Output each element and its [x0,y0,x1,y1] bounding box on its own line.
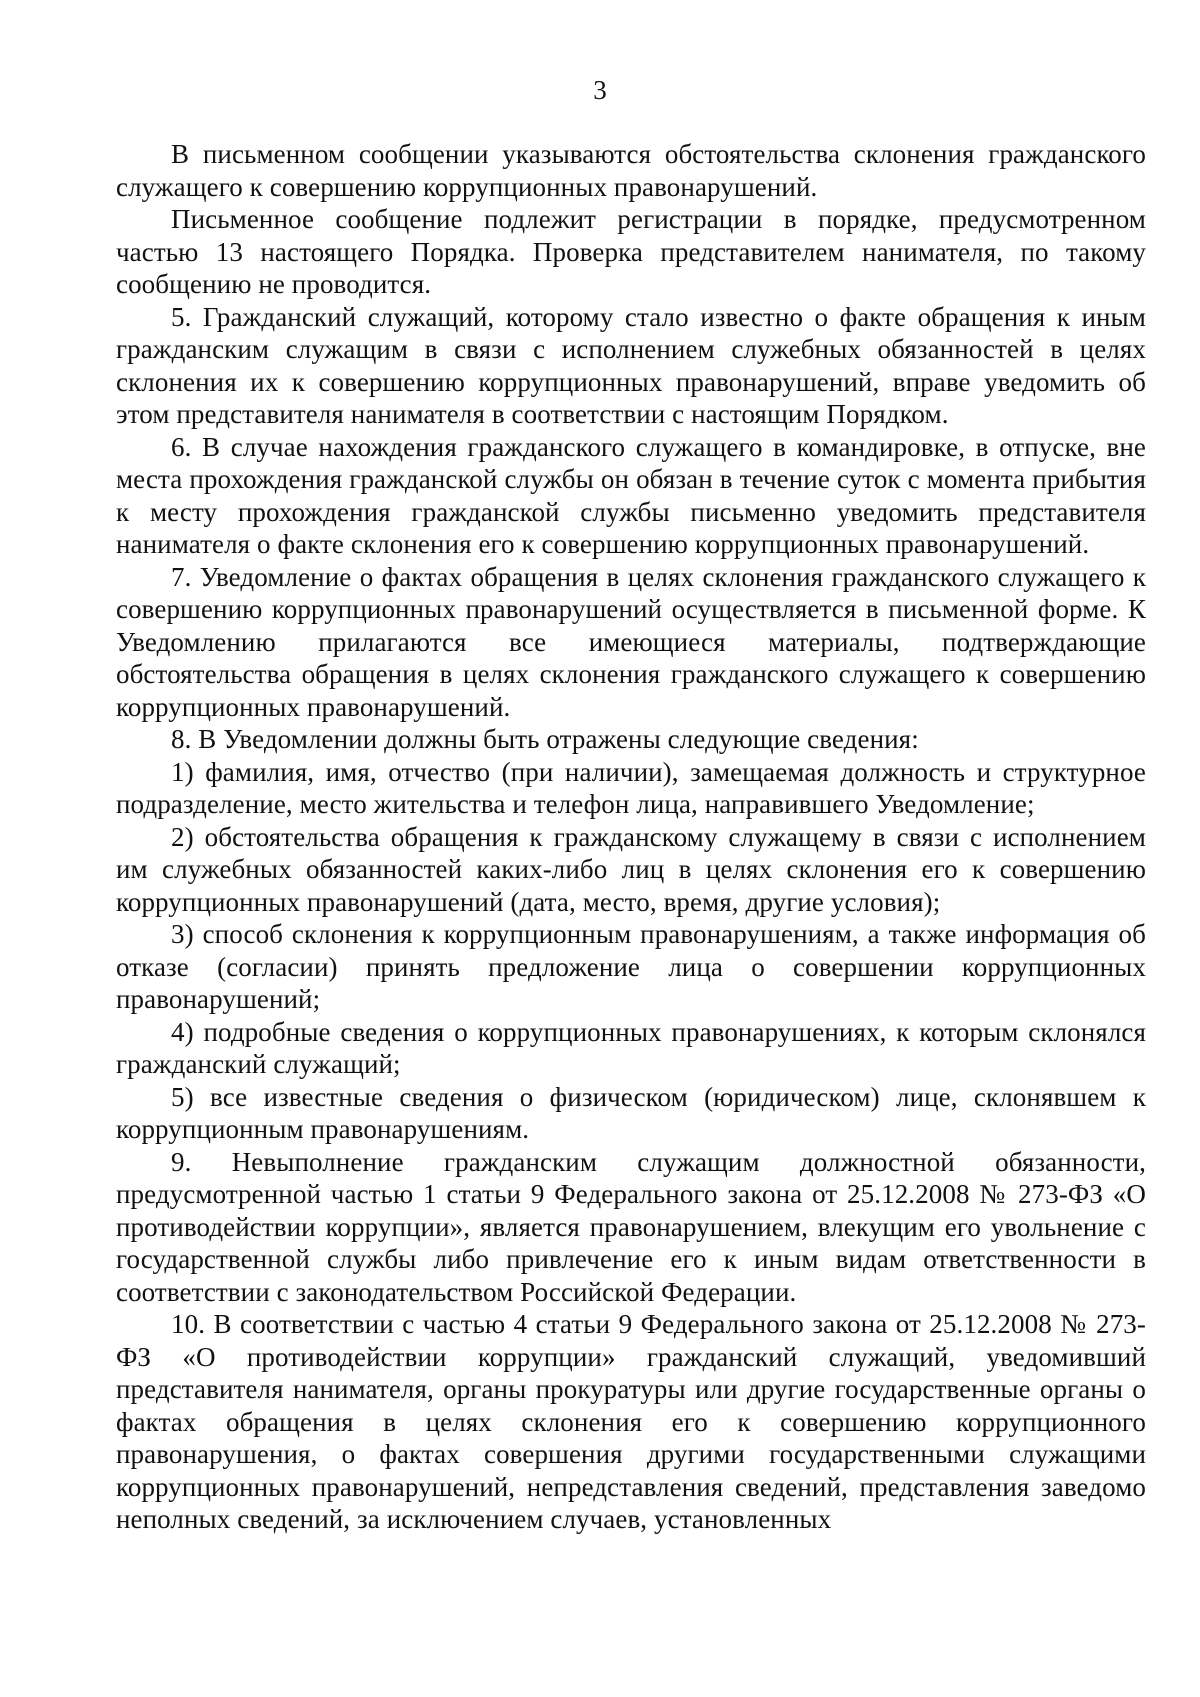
paragraph-subitem-4: 4) подробные сведения о коррупционных правонарушениях, к которым склонялся гражданский служащий; [116,1016,1146,1079]
page-number: 3 [593,75,607,105]
paragraph-item-8: 8. В Уведомлении должны быть отражены следующие сведения: [171,724,919,754]
paragraph-subitem-5: 5) все известные сведения о физическом (юридическом) лице, склонявшем к коррупционным правонарушениям. [116,1081,1146,1144]
document-body [116,138,1146,1536]
paragraph-item-9: 9. Невыполнение гражданским служащим должностной обязанности, предусмотренной частью 1 статьи 9 Федерального закона от 25.12.2008 № 273-ФЗ «О противодействии коррупции», является правонарушением, влекущим его увольнение с государственной службы либо привлечение его к иным видам ответственности в соответствии с законодательством Российской Федерации. [116,1146,1146,1307]
paragraph-item-10: 10. В соответствии с частью 4 статьи 9 Федерального закона от 25.12.2008 № 273-ФЗ «О противодействии коррупции» гражданский служащий, уведомивший представителя нанимателя, органы прокуратуры или другие государственные органы о фактах обращения в целях склонения его к совершению коррупционного правонарушения, о фактах совершения другими государственными служащими коррупционных правонарушений, непредставления сведений, представления заведомо неполных сведений, за исключением случаев, установленных [116,1309,1146,1534]
paragraph-subitem-2: 2) обстоятельства обращения к гражданскому служащему в связи с исполнением им служебных обязанностей каких-либо лиц в целях склонения его к совершению коррупционных правонарушений (дата, место, время, другие условия); [116,821,1146,917]
paragraph-written-message-circumstances: В письменном сообщении указываются обстоятельства склонения гражданского служащего к совершению коррупционных правонарушений. [116,139,1146,202]
paragraph-subitem-3: 3) способ склонения к коррупционным правонарушениям, а также информация об отказе (согласии) принять предложение лица о совершении коррупционных правонарушений; [116,919,1146,1014]
paragraph-subitem-1: 1) фамилия, имя, отчество (при наличии), замещаемая должность и структурное подразделение, место жительства и телефон лица, направившего Уведомление; [116,756,1146,819]
paragraph-item-7: 7. Уведомление о фактах обращения в целях склонения гражданского служащего к совершению коррупционных правонарушений осуществляется в письменной форме. К Уведомлению прилагаются все имеющиеся материалы, подтверждающие обстоятельства обращения в целях склонения гражданского служащего к совершению коррупционных правонарушений. [116,561,1146,722]
paragraph-written-message-registration: Письменное сообщение подлежит регистрации в порядке, предусмотренном частью 13 настоящего Порядка. Проверка представителем нанимателя, по такому сообщению не проводится. [116,204,1146,299]
paragraph-item-6: 6. В случае нахождения гражданского служащего в командировке, в отпуске, вне места прохождения гражданской службы он обязан в течение суток с момента прибытия к месту прохождения гражданской службы письменно уведомить представителя нанимателя о факте склонения его к совершению коррупционных правонарушений. [116,431,1146,559]
paragraph-item-5: 5. Гражданский служащий, которому стало известно о факте обращения к иным гражданским служащим в связи с исполнением служебных обязанностей в целях склонения их к совершению коррупционных правонарушений, вправе уведомить об этом представителя нанимателя в соответствии с настоящим Порядком. [116,301,1146,429]
